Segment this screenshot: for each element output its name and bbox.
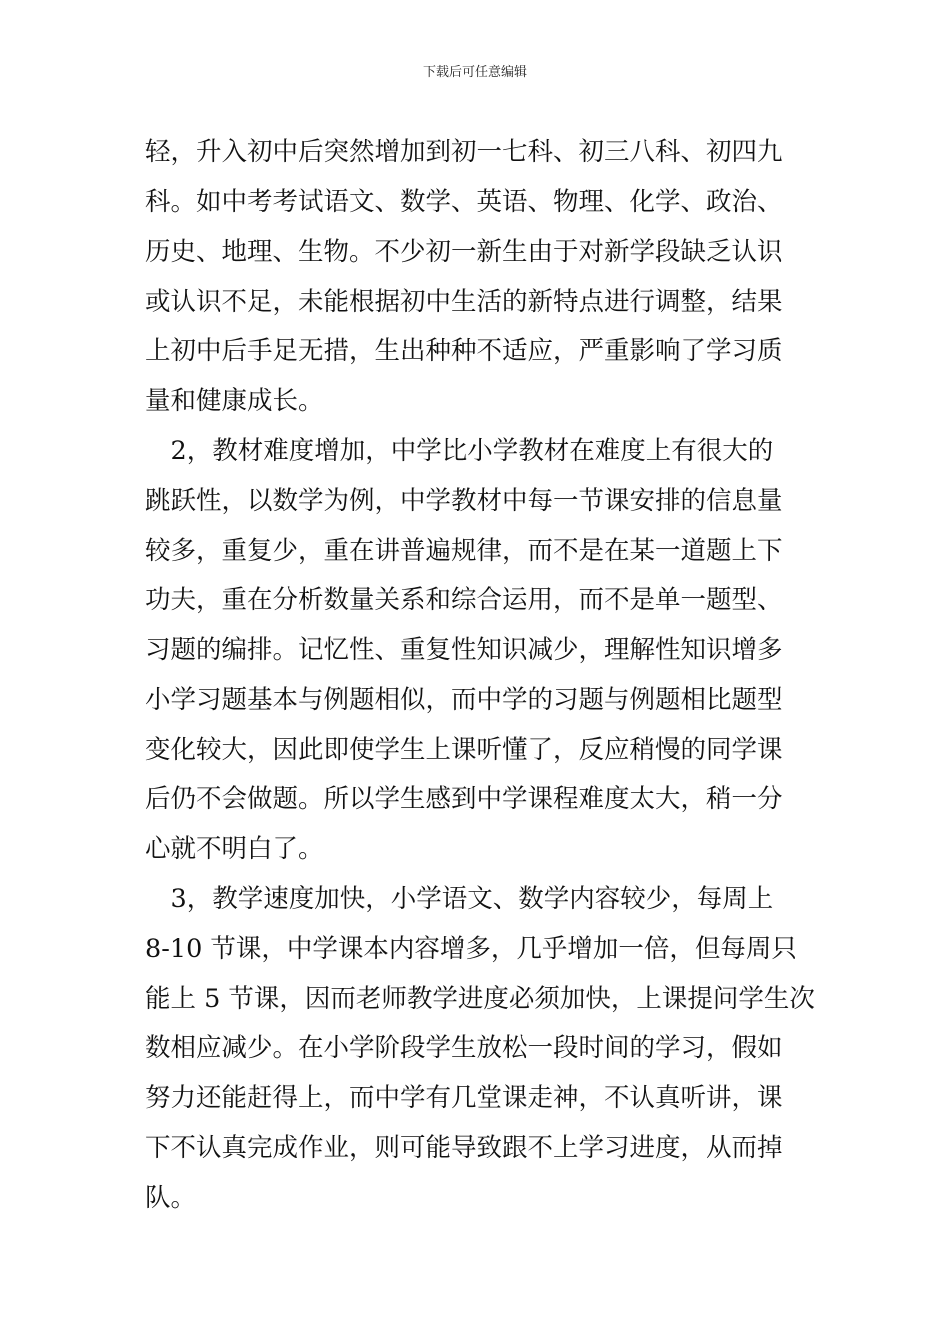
text-line: 8-10 节课，中学课本内容增多，几乎增加一倍，但每周只 [145, 934, 797, 964]
text-line: 跳跃性，以数学为例，中学教材中每一节课安排的信息量 [145, 486, 783, 516]
text-line: 心就不明白了。 [145, 834, 324, 864]
page-header: 下载后可任意编辑 [422, 65, 527, 80]
text-line: 能上 5 节课，因而老师教学进度必须加快，上课提问学生次 [145, 984, 815, 1014]
text-line: 量和健康成长。 [145, 386, 324, 416]
text-line: 3，教学速度加快，小学语文、数学内容较少，每周上 [145, 884, 774, 914]
text-line: 上初中后手足无措，生出种种不适应，严重影响了学习质 [145, 336, 783, 366]
text-line: 科。如中考考试语文、数学、英语、物理、化学、政治、 [145, 187, 783, 217]
text-line: 习题的编排。记忆性、重复性知识减少，理解性知识增多 [145, 635, 783, 665]
text-line: 努力还能赶得上，而中学有几堂课走神，不认真听讲，课 [145, 1083, 783, 1113]
text-line: 变化较大，因此即使学生上课听懂了，反应稍慢的同学课 [145, 735, 783, 765]
text-line: 2，教材难度增加，中学比小学教材在难度上有很大的 [145, 436, 774, 466]
text-line: 或认识不足，未能根据初中生活的新特点进行调整，结果 [145, 287, 783, 317]
text-line: 队。 [145, 1183, 197, 1213]
text-line: 历史、地理、生物。不少初一新生由于对新学段缺乏认识 [145, 237, 783, 267]
text-line: 轻，升入初中后突然增加到初一七科、初三八科、初四九 [145, 137, 783, 167]
text-line: 下不认真完成作业，则可能导致跟不上学习进度，从而掉 [145, 1133, 783, 1163]
text-line: 较多，重复少，重在讲普遍规律，而不是在某一道题上下 [145, 536, 783, 566]
text-line: 数相应减少。在小学阶段学生放松一段时间的学习，假如 [145, 1033, 783, 1063]
text-line: 功夫，重在分析数量关系和综合运用，而不是单一题型、 [145, 585, 783, 615]
text-line: 小学习题基本与例题相似，而中学的习题与例题相比题型 [145, 685, 783, 715]
text-line: 后仍不会做题。所以学生感到中学课程难度太大，稍一分 [145, 784, 783, 814]
